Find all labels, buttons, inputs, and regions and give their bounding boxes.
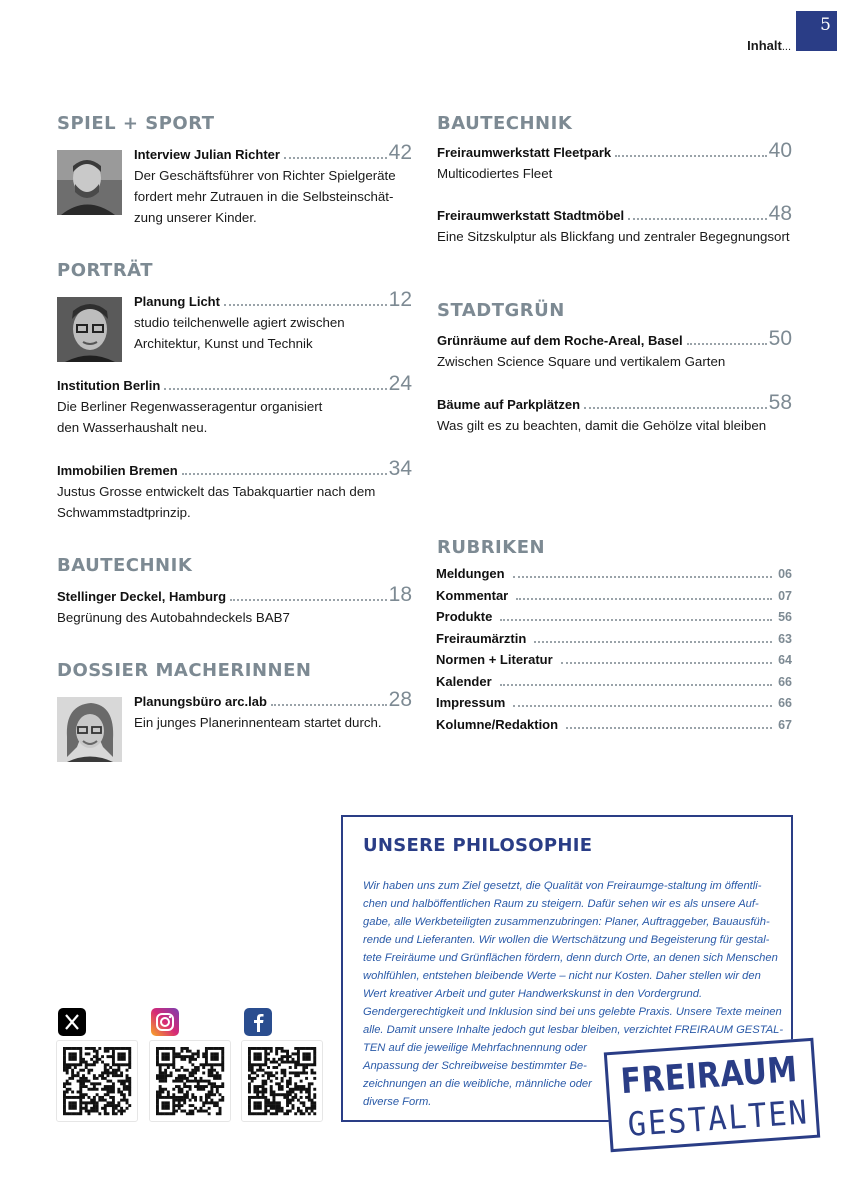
philosophy-line: gabe, alle Werkbeteiligten zusammenzubringen: Planer, Auftraggeber, Bauausfüh- xyxy=(363,916,770,928)
entry-desc-line: Architektur, Kunst und Technik xyxy=(134,336,313,351)
dot-leader xyxy=(230,599,387,601)
entry-page: 48 xyxy=(768,202,792,225)
instagram-icon[interactable] xyxy=(151,1008,179,1036)
philosophy-line: Anpassung der Schreibweise bestimmter Be- xyxy=(363,1060,587,1072)
dot-leader xyxy=(513,576,772,578)
section-title-bautechnik-left: BAUTECHNIK xyxy=(57,555,193,576)
rubrik-page: 66 xyxy=(778,674,792,689)
x-icon[interactable] xyxy=(58,1008,86,1036)
entry-title: Freiraumwerkstatt Stadtmöbel xyxy=(437,208,625,223)
dot-leader xyxy=(687,343,767,345)
toc-entry[interactable] xyxy=(437,329,792,372)
qr-code-pattern xyxy=(57,1041,137,1121)
entry-title: Grünräume auf dem Roche-Areal, Basel xyxy=(437,333,683,348)
running-head-suffix: ... xyxy=(781,41,791,53)
entry-page: 12 xyxy=(388,288,412,311)
entry-description xyxy=(57,396,412,438)
entry-page: 42 xyxy=(388,141,412,164)
entry-desc-line: zung unserer Kinder. xyxy=(134,210,257,225)
dot-leader xyxy=(224,304,387,306)
section-title-stadtgruen: STADTGRÜN xyxy=(437,300,565,321)
dot-leader xyxy=(628,218,767,220)
rubrik-page: 67 xyxy=(778,717,792,732)
facebook-logo-glyph xyxy=(244,1008,272,1036)
entry-description xyxy=(134,312,412,354)
portrait-man-photo xyxy=(57,150,122,215)
dot-leader xyxy=(561,662,772,664)
toc-entry[interactable] xyxy=(57,459,412,523)
toc-entry[interactable] xyxy=(57,374,412,438)
rubrik-row[interactable] xyxy=(436,674,792,689)
philosophy-line: wohlfühlen, entstehen bleibende Werte – nicht nur Kosten. Daher stellen wir den xyxy=(363,970,761,982)
rubrik-row[interactable] xyxy=(436,631,792,646)
entry-title: Institution Berlin xyxy=(57,378,161,393)
dot-leader xyxy=(584,407,767,409)
entry-title: Immobilien Bremen xyxy=(57,463,178,478)
rubrik-label: Kolumne/Redaktion xyxy=(436,716,559,732)
philosophy-line: diverse Form. xyxy=(363,1096,432,1108)
rubrik-row[interactable] xyxy=(436,566,792,581)
toc-entry[interactable] xyxy=(437,204,792,247)
philosophy-line: Gendergerechtigkeit und Inklusion sind bei uns gelebte Praxis. Unsere Texte meinen xyxy=(363,1006,782,1018)
rubrik-row[interactable] xyxy=(436,588,792,603)
entry-description xyxy=(437,163,792,184)
dot-leader xyxy=(271,704,387,706)
entry-description xyxy=(134,165,412,228)
toc-entry[interactable] xyxy=(134,143,412,228)
section-title-dossier: DOSSIER MACHERINNEN xyxy=(57,660,312,681)
qr-code-pattern xyxy=(150,1041,230,1121)
entry-description xyxy=(57,607,412,628)
entry-desc-line: Ein junges Planerinnenteam startet durch. xyxy=(134,715,382,730)
philosophy-line: Wir haben uns zum Ziel gesetzt, die Qualität von Freiraumge-staltung im öffentli- xyxy=(363,880,762,892)
section-title-rubriken: RUBRIKEN xyxy=(437,537,546,558)
entry-desc-line: Die Berliner Regenwasseragentur organisiert xyxy=(57,399,323,414)
page-number-box xyxy=(796,11,837,51)
rubrik-page: 66 xyxy=(778,696,792,710)
dot-leader xyxy=(566,727,772,729)
entry-description xyxy=(437,415,792,436)
entry-desc-line: Was gilt es zu beachten, damit die Gehölze vital bleiben xyxy=(437,418,767,433)
entry-desc-line: Der Geschäftsführer von Richter Spielgeräte xyxy=(134,168,396,183)
dot-leader xyxy=(500,684,772,686)
entry-desc-line: studio teilchenwelle agiert zwischen xyxy=(134,315,345,330)
rubrik-label: Meldungen xyxy=(436,566,505,581)
toc-entry[interactable] xyxy=(57,585,412,628)
photo-julian-richter xyxy=(57,150,122,215)
philosophy-line: rende und Lieferanten. Wir wollen die Wertschätzung und Begeisterung für gestal- xyxy=(363,934,770,946)
entry-description xyxy=(437,226,792,247)
rubrik-page: 06 xyxy=(778,567,792,581)
rubrik-row[interactable] xyxy=(436,652,792,667)
running-head xyxy=(747,38,791,53)
entry-description xyxy=(437,351,792,372)
entry-description xyxy=(134,712,412,733)
section-title-spiel-sport: SPIEL + SPORT xyxy=(57,113,215,134)
toc-entry[interactable] xyxy=(437,393,792,436)
photo-planung-licht xyxy=(57,297,122,362)
instagram-logo-glyph xyxy=(151,1008,179,1036)
philosophy-line: zeichnungen an die weibliche, männliche oder xyxy=(363,1078,592,1090)
running-head-label: Inhalt xyxy=(747,38,782,53)
x-logo-glyph xyxy=(58,1008,86,1036)
entry-description xyxy=(57,481,412,523)
entry-page: 50 xyxy=(768,327,792,350)
entry-title: Interview Julian Richter xyxy=(134,147,280,162)
dot-leader xyxy=(182,473,387,475)
philosophy-line: Wert kreativer Arbeit und guter Handwerkskunst in den Vordergrund. xyxy=(363,988,703,1000)
entry-desc-line: Justus Grosse entwickelt das Tabakquartier nach dem xyxy=(57,484,376,499)
toc-entry[interactable] xyxy=(437,141,792,184)
dot-leader xyxy=(164,388,386,390)
rubrik-page: 07 xyxy=(778,588,792,603)
rubrik-page: 63 xyxy=(778,631,792,646)
rubrik-row[interactable] xyxy=(436,717,792,732)
dot-leader xyxy=(615,155,767,157)
rubrik-row[interactable] xyxy=(436,609,792,624)
section-title-bautechnik-right: BAUTECHNIK xyxy=(437,113,573,134)
entry-desc-line: fordert mehr Zutrauen in die Selbsteinschät- xyxy=(134,189,394,204)
page-number: 5 xyxy=(820,15,831,35)
dot-leader xyxy=(513,705,772,707)
qr-code-facebook[interactable] xyxy=(241,1040,323,1122)
dot-leader xyxy=(500,619,772,621)
dot-leader xyxy=(516,598,772,600)
photo-arc-lab xyxy=(57,697,122,762)
entry-title: Planung Licht xyxy=(134,294,220,309)
toc-entry[interactable] xyxy=(134,690,412,733)
dot-leader xyxy=(534,641,772,643)
qr-code-instagram[interactable] xyxy=(149,1040,231,1122)
philosophy-title: UNSERE PHILOSOPHIE xyxy=(363,835,593,856)
entry-page: 58 xyxy=(768,391,792,414)
entry-desc-line: Eine Sitzskulptur als Blickfang und zentraler Begegnungsort xyxy=(437,229,790,244)
rubrik-label: Kommentar xyxy=(436,587,509,603)
entry-title: Stellinger Deckel, Hamburg xyxy=(57,589,227,604)
entry-desc-line: Schwammstadtprinzip. xyxy=(57,505,191,520)
entry-page: 40 xyxy=(768,139,792,162)
facebook-icon[interactable] xyxy=(244,1008,272,1036)
philosophy-line: tete Freiräume und Grünflächen fördern, denn durch Orte, an denen sich Menschen xyxy=(363,952,778,964)
logo-line1: FREIRAUM xyxy=(619,1050,799,1103)
rubrik-label: Freiraumärztin xyxy=(436,630,527,646)
entry-desc-line: Begrünung des Autobahndeckels BAB7 xyxy=(57,610,290,625)
entry-page: 28 xyxy=(388,688,412,711)
entry-page: 34 xyxy=(388,457,412,480)
philosophy-line: alle. Damit unsere Inhalte jedoch gut lesbar bleiben, verzichtet FREIRAUM GESTAL- xyxy=(363,1024,784,1036)
philosophy-line: chen und halböffentlichen Raum zu steigern. Dafür sehen wir es als unsere Auf- xyxy=(363,898,759,910)
rubrik-row[interactable] xyxy=(436,695,792,710)
section-title-portraet: PORTRÄT xyxy=(57,260,153,281)
rubrik-label: Impressum xyxy=(436,695,506,710)
entry-desc-line: Multicodiertes Fleet xyxy=(437,166,553,181)
entry-desc-line: Zwischen Science Square und vertikalem Garten xyxy=(437,354,726,369)
entry-desc-line: den Wasserhaushalt neu. xyxy=(57,420,208,435)
rubrik-page: 56 xyxy=(778,610,792,624)
toc-entry[interactable] xyxy=(134,290,412,354)
entry-page: 24 xyxy=(388,372,412,395)
freiraum-gestalten-logo xyxy=(604,1038,820,1152)
portrait-man-glasses-photo xyxy=(57,297,122,362)
rubrik-page: 64 xyxy=(778,653,792,667)
rubrik-label: Kalender xyxy=(436,673,492,689)
entry-title: Planungsbüro arc.lab xyxy=(134,694,267,709)
logo-line2: GESTALTEN xyxy=(626,1092,810,1144)
entry-title: Bäume auf Parkplätzen xyxy=(437,397,581,412)
entry-title: Freiraumwerkstatt Fleetpark xyxy=(437,145,612,160)
rubrik-label: Normen + Literatur xyxy=(436,652,553,667)
qr-code-x[interactable] xyxy=(56,1040,138,1122)
philosophy-line: TEN auf die jeweilige Mehrfachnennung oder xyxy=(363,1042,587,1054)
dot-leader xyxy=(284,157,387,159)
qr-code-pattern xyxy=(242,1041,322,1121)
entry-page: 18 xyxy=(388,583,412,606)
rubrik-label: Produkte xyxy=(436,609,493,624)
portrait-woman-photo xyxy=(57,697,122,762)
